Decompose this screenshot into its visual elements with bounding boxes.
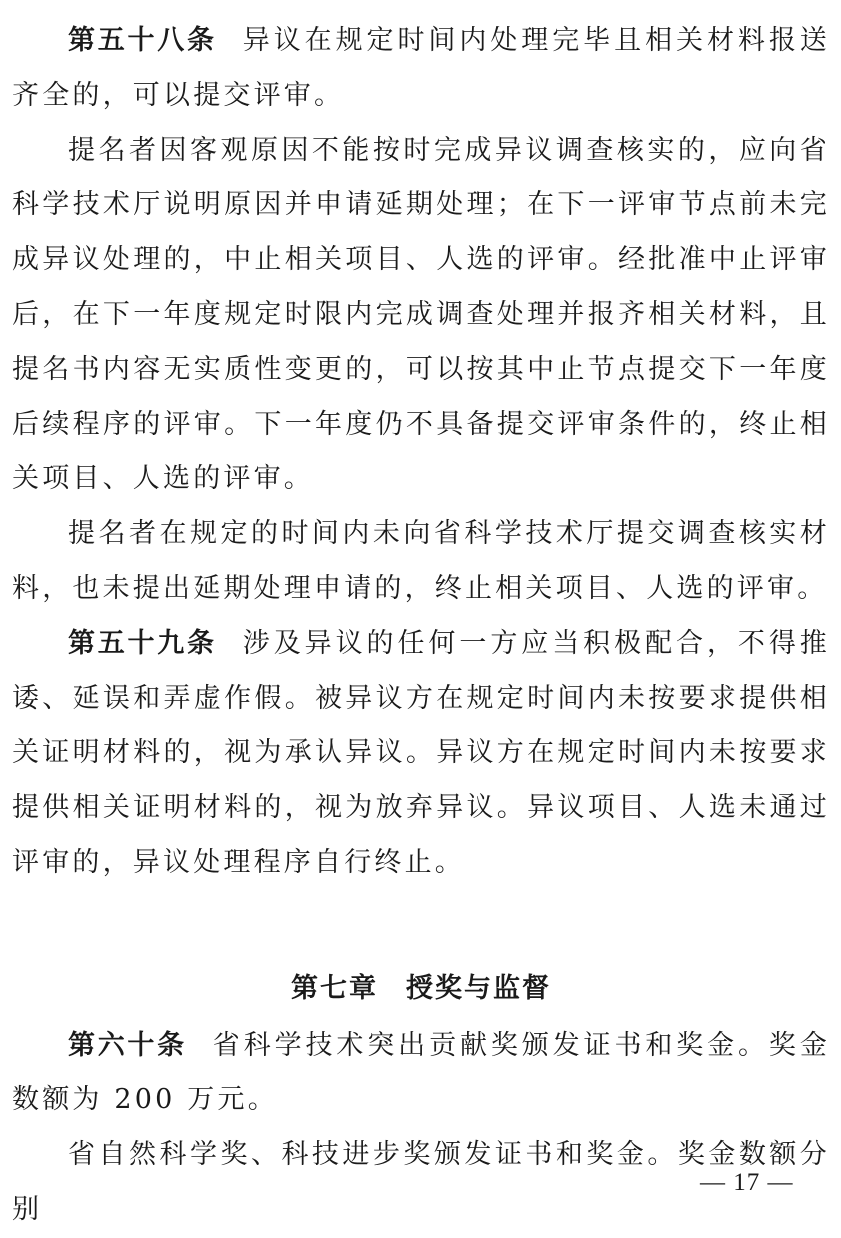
chapter-title: 授奖与监督 [406,972,551,1004]
paragraph-text: 异议在规定时间内处理完毕且相关材料报送齐全的，可以提交评审。 [12,25,831,111]
paragraph [12,507,830,617]
paragraph-article-59 [12,617,830,891]
paragraph-text: 提名者因客观原因不能按时完成异议调查核实的，应向省科学技术厅说明原因并申请延期处理；在下一评审节点前未完成异议处理的，中止相关项目、人选的评审。经批准中止评审后，在下一年度规定时限内完成调查处理并报齐相关材料，且提名书内容无实质性变更的，可以按其中止节点提交下一年度后续程序的评审。下一年度仍不具备提交评审条件的，终止相关项目、人选的评审。 [12,134,830,495]
article-number: 第五十八条 [68,25,217,56]
paragraph [12,124,830,508]
paragraph-text: 涉及异议的任何一方应当积极配合，不得推诿、延误和弄虚作假。被异议方在规定时间内未按要求提供相关证明材料的，视为承认异议。异议方在规定时间内未按要求提供相关证明材料的，视为放弃异议。异议项目、人选未通过评审的，异议处理程序自行终止。 [12,627,831,878]
paragraph-text: 提名者在规定的时间内未向省科学技术厅提交调查核实材料，也未提出延期处理申请的，终止相关项目、人选的评审。 [12,518,830,604]
paragraph-text: 省自然科学奖、科技进步奖颁发证书和奖金。奖金数额分别 [12,1139,830,1225]
article-number: 第六十条 [68,1029,187,1061]
paragraph-article-60 [12,1019,830,1129]
page-number: — 17 — [700,1169,794,1196]
article-number: 第五十九条 [68,627,217,659]
paragraph-article-58 [12,14,830,124]
chapter-number: 第七章 [291,972,378,1004]
document-page [12,14,830,1238]
chapter-heading [12,962,830,1017]
paragraph-text: 省科学技术突出贡献奖颁发证书和奖金。奖金数额为 200 万元。 [12,1029,831,1116]
